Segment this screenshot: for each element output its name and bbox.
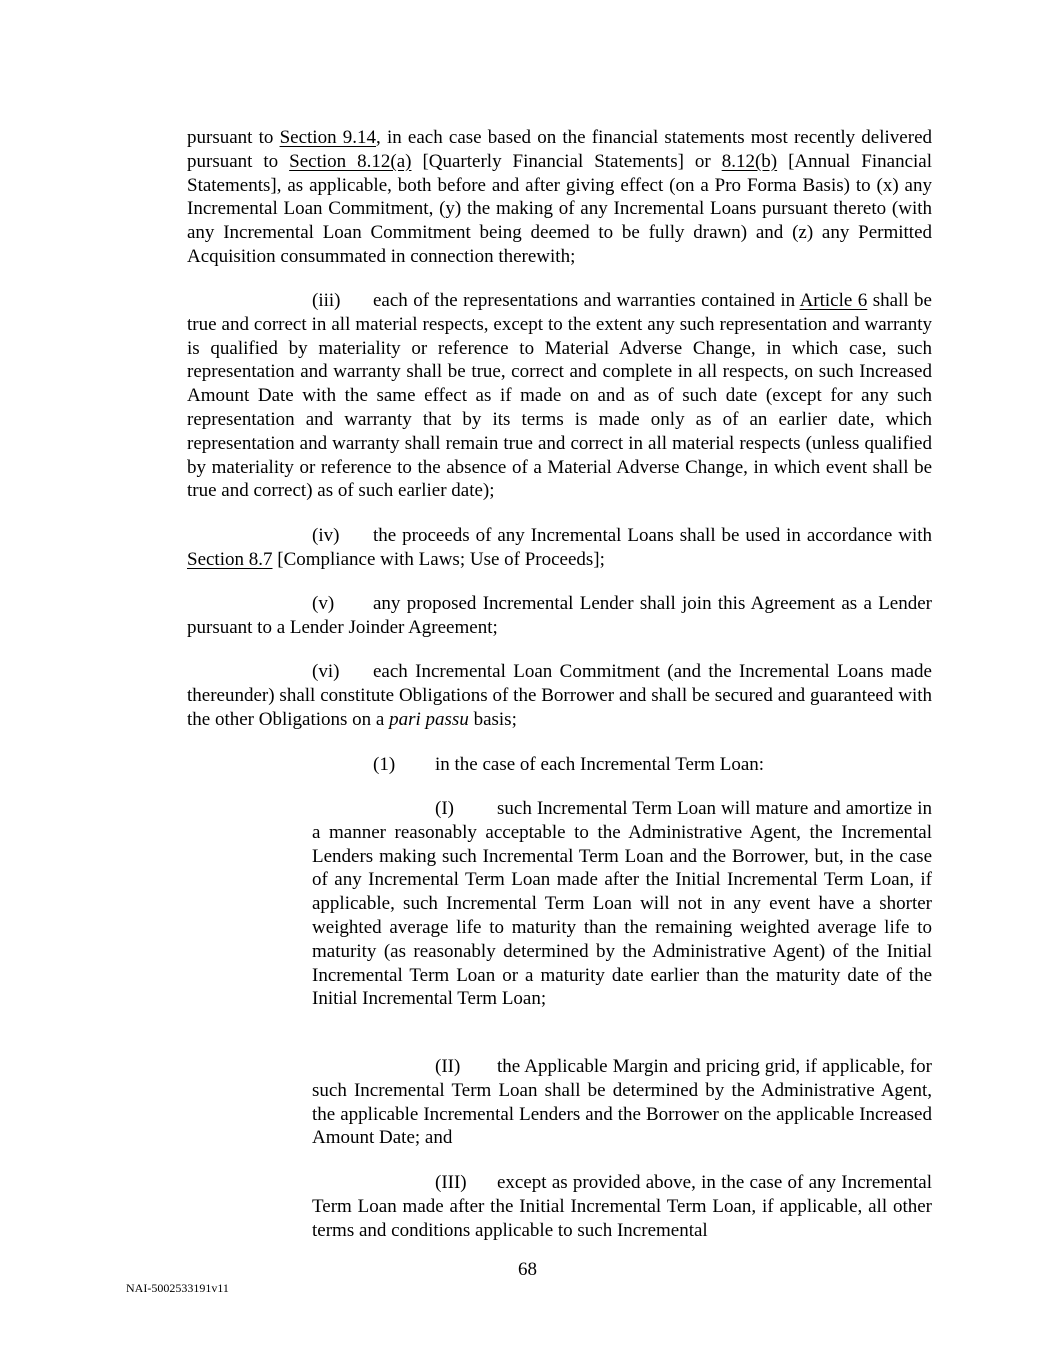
subclause-1 <box>187 753 932 777</box>
text: the Applicable Margin and pricing grid, if applicable, for such Incremental Term Loan shall be determined by the Administrative Agent, the applicable Incremental Lenders and the Borrower on the applicable Increased Amount Date; and <box>312 1056 932 1149</box>
subclause-III <box>312 1171 932 1242</box>
subclause-I <box>312 797 932 1011</box>
clause-v <box>187 592 932 640</box>
clause-number: (1) <box>373 754 396 775</box>
text: each Incremental Loan Commitment (and the Incremental Loans made thereunder) shall constitute Obligations of the Borrower and shall be secured and guaranteed with the other Obligations on a <box>187 661 932 730</box>
text: pursuant to <box>187 127 280 148</box>
clause-number: (iv) <box>312 525 340 546</box>
text: shall be true and correct in all material respects, except to the extent any such representation and warranty is qualified by materiality or reference to Material Adverse Change, in which case, such representation and warranty shall be true, correct and complete in all respects, on such Increased Amount Date with the same effect as if made on and as of such date (except for any such representation and warranty that by its terms is made only as of an earlier date, which representation and warranty shall remain true and correct in all material respects (unless qualified by materiality or reference to the absence of a Material Adverse Change, in which event shall be true and correct) as of such earlier date); <box>187 290 932 502</box>
clause-number: (iii) <box>312 290 341 311</box>
clause-number: (vi) <box>312 661 340 682</box>
text: except as provided above, in the case of any Incremental Term Loan made after the Initial Incremental Term Loan, if applicable, all other terms and conditions applicable to such Incremental <box>312 1172 932 1241</box>
clause-number: (I) <box>435 798 454 819</box>
paragraph-continuation <box>187 126 932 269</box>
text: any proposed Incremental Lender shall join this Agreement as a Lender pursuant to a Lender Joinder Agreement; <box>187 593 932 638</box>
section-reference: Section 8.12(a) <box>289 150 412 172</box>
text: in the case of each Incremental Term Loan: <box>435 754 765 775</box>
subclause-II <box>312 1055 932 1150</box>
clause-iii <box>187 289 932 503</box>
clause-number: (II) <box>435 1056 461 1077</box>
section-reference: Section 8.7 <box>187 548 273 570</box>
page-number: 68 <box>518 1259 537 1280</box>
text: such Incremental Term Loan will mature and amortize in a manner reasonably acceptable to the Administrative Agent, the Incremental Lenders making such Incremental Term Loan and the Borrower, but, in the case of any Incremental Term Loan made after the Initial Incremental Term Loan, if applicable, such Incremental Term Loan will not in any event have a shorter weighted average life to maturity than the remaining weighted average life to maturity (as reasonably determined by the Administrative Agent) of the Initial Incremental Term Loan or a maturity date earlier than the maturity date of the Initial Incremental Term Loan; <box>312 798 932 1010</box>
clause-number: (III) <box>435 1172 467 1193</box>
text: [Annual Financial Statements], as applicable, both before and after giving effect (on a Pro Forma Basis) to (x) any Incremental Loan Commitment, (y) the making of any Incremental Loans pursuant thereto (with any Incremental Loan Commitment being deemed to be fully drawn) and (z) any Permitted Acquisition consummated in connection therewith; <box>187 150 933 267</box>
section-reference: Section 9.14 <box>279 127 377 148</box>
clause-number: (v) <box>312 593 335 614</box>
text: each of the representations and warranties contained in <box>373 290 800 311</box>
section-reference: 8.12(b) <box>721 150 778 172</box>
text: basis; <box>468 708 517 730</box>
document-id: NAI-5002533191v11 <box>126 1281 229 1295</box>
text: [Quarterly Financial Statements] or <box>411 150 722 172</box>
text: [Compliance with Laws; Use of Proceeds]; <box>272 548 605 570</box>
article-reference: Article 6 <box>799 290 868 311</box>
italic-term: pari passu <box>389 708 469 730</box>
clause-iv <box>187 524 932 572</box>
clause-vi <box>187 660 932 731</box>
text: the proceeds of any Incremental Loans shall be used in accordance with <box>373 525 932 546</box>
text: , in each case based on the financial statements most recently delivered pursuant to <box>187 127 932 172</box>
